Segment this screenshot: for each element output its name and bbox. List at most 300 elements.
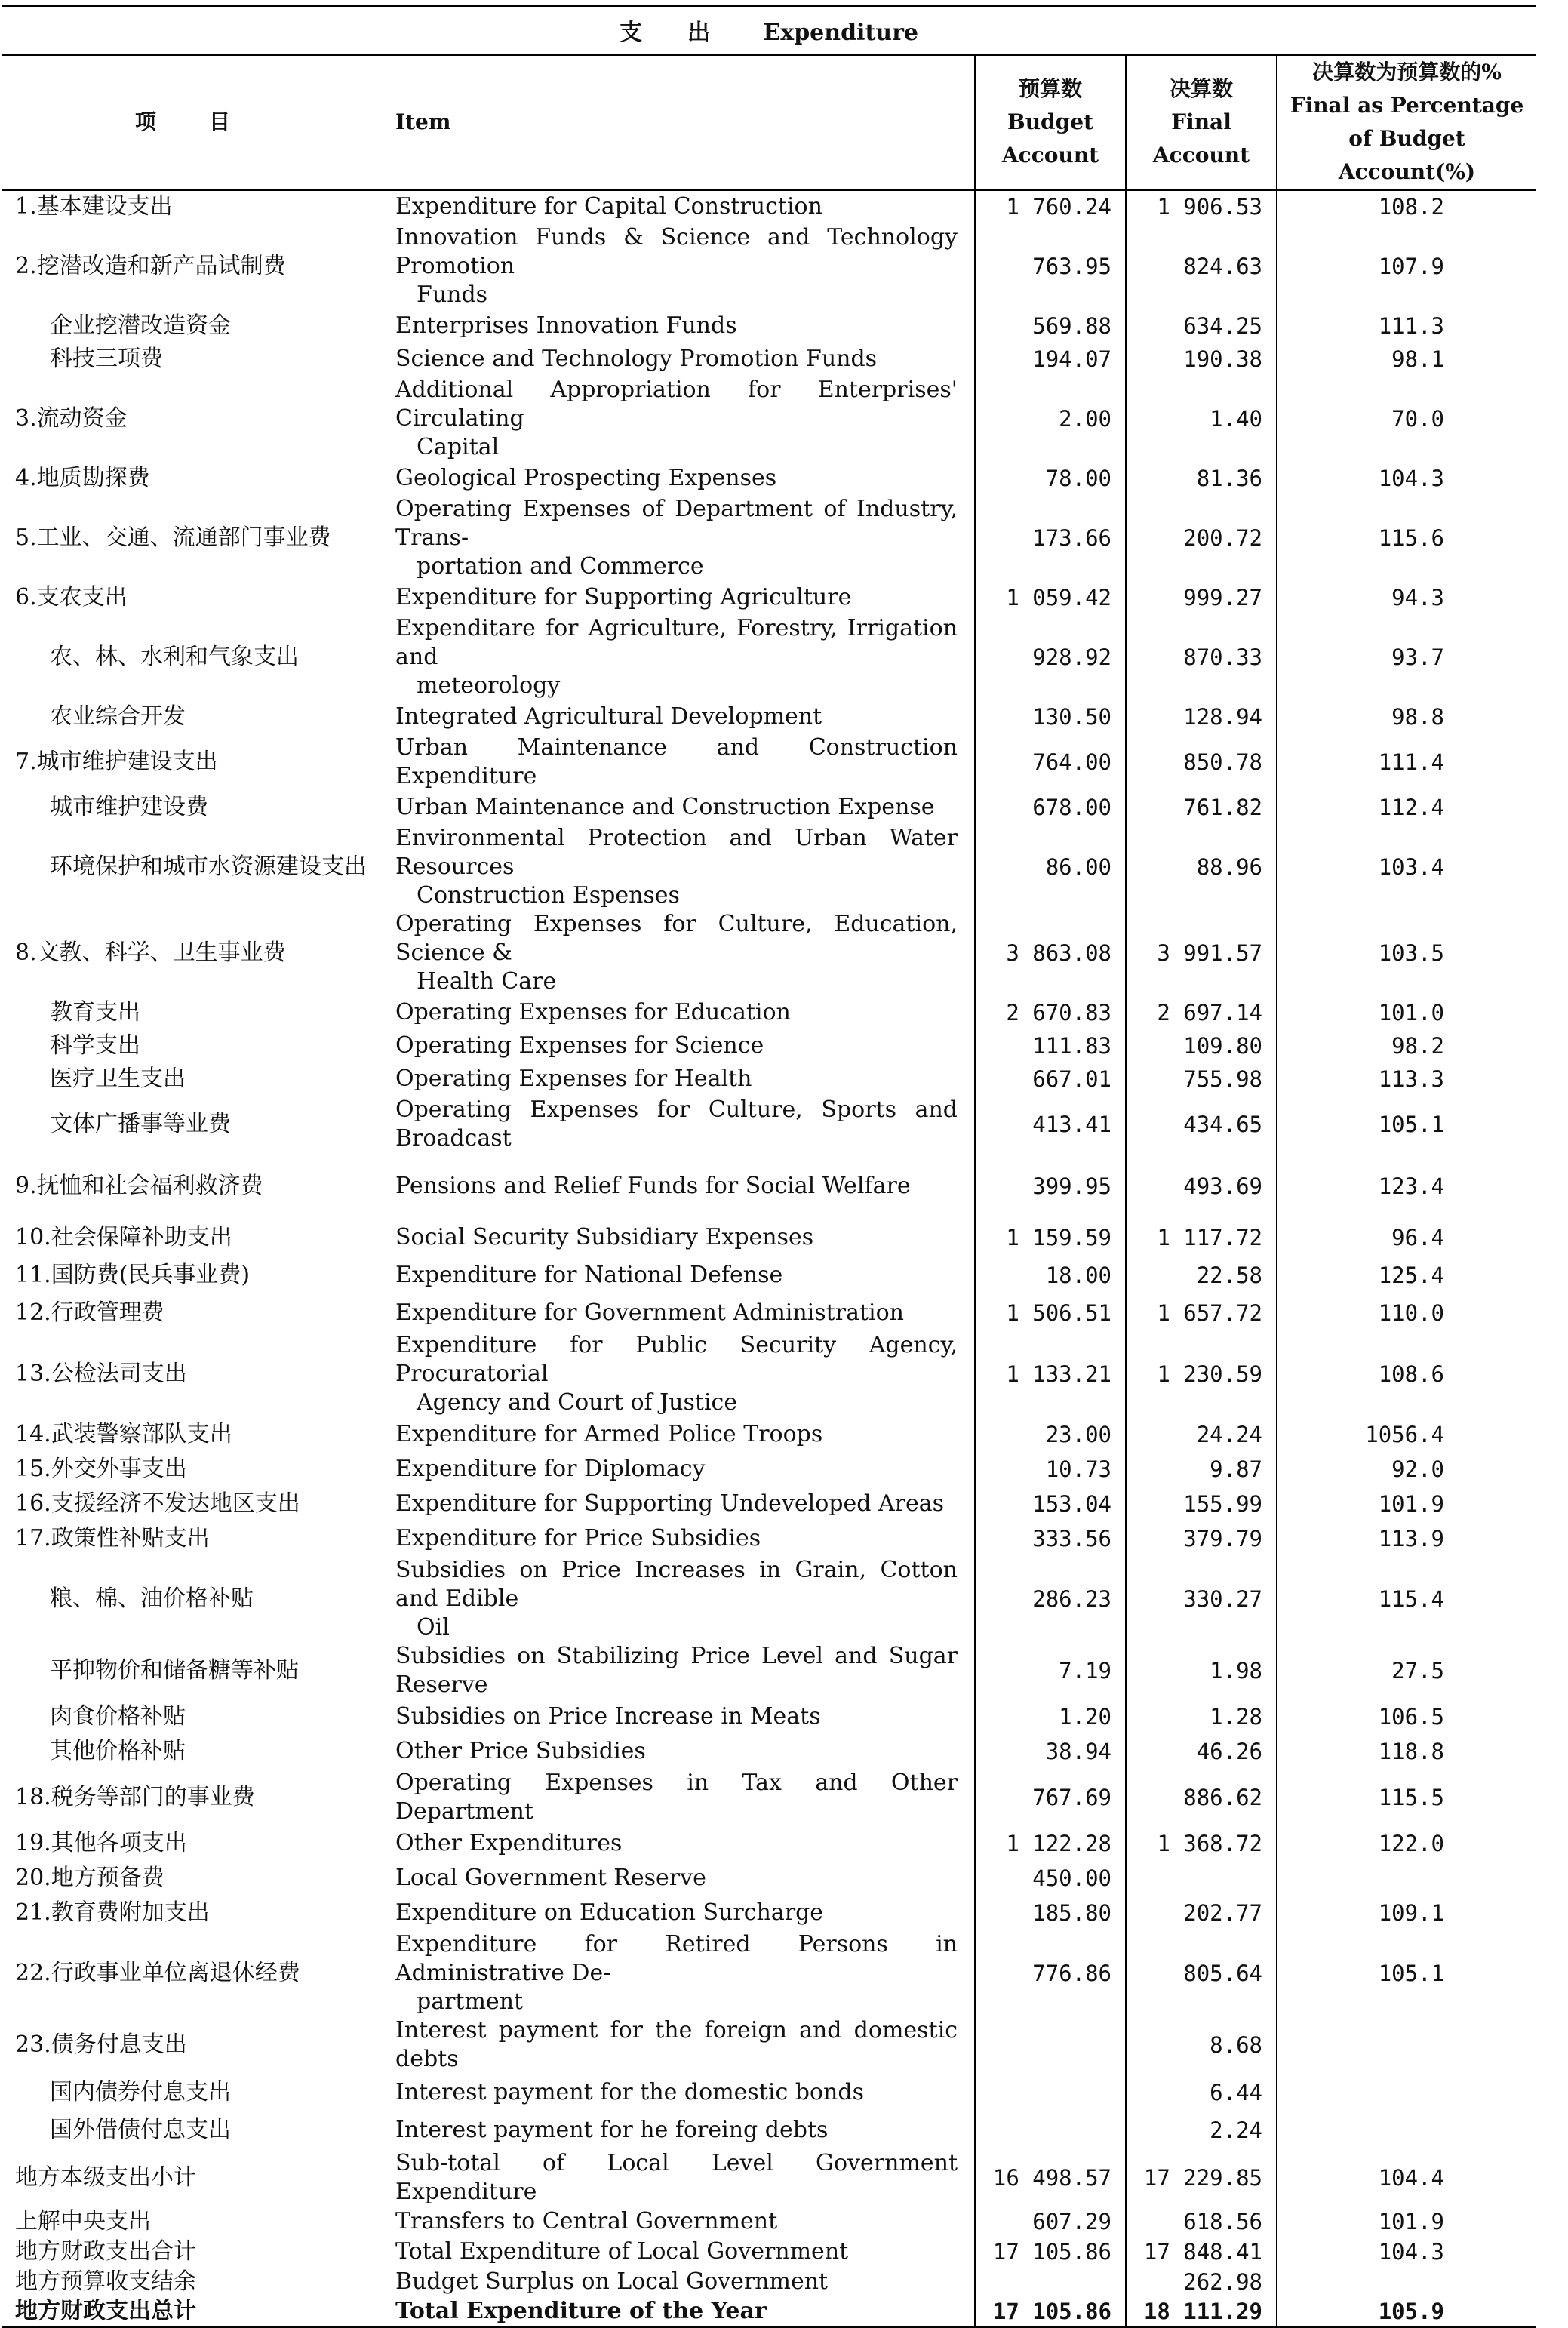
item-en-line: Urban Maintenance and Construction Expenditure: [395, 733, 958, 789]
budget-cell: [975, 2074, 1126, 2111]
item-en-cell: [386, 1256, 975, 1295]
item-cn-cell: 上解中央支出: [15, 2207, 151, 2234]
item-cn-cell: 医疗卫生支出: [50, 1065, 186, 1092]
percent-cell: 108.6: [1277, 1331, 1536, 1417]
item-en-cell: [386, 2111, 975, 2149]
table-row: [2, 1331, 1536, 1417]
final-cell: 850.78: [1126, 733, 1277, 791]
item-en-cell: [386, 1029, 975, 1063]
percent-cell: 111.3: [1277, 309, 1536, 343]
item-cn-cell: 10.社会保障补助支出: [15, 1223, 232, 1250]
header-percent-line-2: Final as Percentage: [1290, 93, 1524, 118]
percent-cell: 104.3: [1277, 462, 1536, 495]
item-en-cell: [386, 910, 975, 996]
table-row: [2, 1219, 1536, 1256]
percent-cell: [1277, 1861, 1536, 1896]
item-en-line: Operating Expenses for Culture, Education, Science &: [395, 910, 958, 966]
item-en-cell: [386, 1521, 975, 1556]
header-budget: [975, 55, 1126, 190]
budget-cell: [975, 2111, 1126, 2149]
percent-cell: 101.0: [1277, 996, 1536, 1029]
percent-cell: 70.0: [1277, 376, 1536, 462]
percent-cell: 94.3: [1277, 581, 1536, 614]
percent-cell: 125.4: [1277, 1256, 1536, 1295]
title-en: Expenditure: [763, 20, 918, 46]
percent-cell: 110.0: [1277, 1295, 1536, 1331]
item-cn-cell: 1.基本建设支出: [15, 193, 173, 220]
final-cell: 1 906.53: [1126, 190, 1277, 223]
percent-cell: 108.2: [1277, 190, 1536, 223]
final-cell: 1 368.72: [1126, 1826, 1277, 1861]
final-cell: 1 117.72: [1126, 1219, 1277, 1256]
final-cell: 17 229.85: [1126, 2149, 1277, 2207]
item-en-cell: [386, 1930, 975, 2016]
final-cell: 999.27: [1126, 581, 1277, 614]
table-row: [2, 2237, 1536, 2267]
item-en-line: Expenditure for Retired Persons in Administrative De-: [395, 1930, 958, 1986]
budget-cell: 1.20: [975, 1699, 1126, 1734]
item-en-line: Integrated Agricultural Development: [395, 703, 822, 730]
percent-cell: 112.4: [1277, 791, 1536, 824]
table-row: [2, 1256, 1536, 1295]
item-cn-cell: 平抑物价和储备糖等补贴: [50, 1656, 299, 1684]
budget-cell: 38.94: [975, 1734, 1126, 1769]
item-cn-cell: 18.税务等部门的事业费: [15, 1783, 255, 1810]
item-en-line: Other Expenditures: [395, 1829, 623, 1856]
percent-cell: 107.9: [1277, 223, 1536, 309]
item-en-line: Expenditure on Education Surcharge: [395, 1899, 824, 1926]
item-cn-cell: 2.挖潜改造和新产品试制费: [15, 252, 286, 279]
budget-cell: 1 760.24: [975, 190, 1126, 223]
item-en-line: Capital: [417, 433, 500, 460]
table-row: [2, 700, 1536, 733]
budget-cell: [975, 2267, 1126, 2297]
table-row: [2, 2016, 1536, 2074]
final-cell: 1 230.59: [1126, 1331, 1277, 1417]
item-cn-cell: 教育支出: [50, 998, 140, 1026]
final-cell: 190.38: [1126, 343, 1277, 376]
percent-cell: 98.1: [1277, 343, 1536, 376]
item-cn-cell: 环境保护和城市水资源建设支出: [50, 853, 367, 880]
item-en-cell: [386, 1896, 975, 1930]
item-en-line: Other Price Subsidies: [395, 1737, 646, 1764]
item-en-cell: [386, 1096, 975, 1153]
budget-cell: 86.00: [975, 824, 1126, 910]
table-row: [2, 1642, 1536, 1699]
budget-cell: 130.50: [975, 700, 1126, 733]
item-en-cell: [386, 309, 975, 343]
table-row: [2, 581, 1536, 614]
table-body: [2, 190, 1536, 2327]
header-final-line-2: Final: [1171, 109, 1231, 134]
percent-cell: 113.9: [1277, 1521, 1536, 1556]
table-row: [2, 1029, 1536, 1063]
percent-cell: 115.6: [1277, 495, 1536, 581]
item-en-line: Operating Expenses of Department of Industry, Trans-: [395, 495, 958, 551]
item-en-line: Agency and Court of Justice: [417, 1388, 738, 1416]
budget-cell: 111.83: [975, 1029, 1126, 1063]
final-cell: 81.36: [1126, 462, 1277, 495]
item-en-cell: [386, 614, 975, 700]
final-cell: 870.33: [1126, 614, 1277, 700]
item-cn-cell: 11.国防费(民兵事业费): [15, 1261, 251, 1288]
item-en-cell: [386, 2237, 975, 2267]
final-cell: 434.65: [1126, 1096, 1277, 1153]
item-en-line: Total Expenditure of the Year: [395, 2297, 767, 2324]
item-en-line: Expenditure for Diplomacy: [395, 1455, 706, 1482]
item-cn-cell: 科学支出: [50, 1032, 140, 1059]
item-cn-cell: 其他价格补贴: [50, 1737, 186, 1764]
final-cell: 8.68: [1126, 2016, 1277, 2074]
header-percent-line-1: 决算数为预算数的%: [1312, 60, 1502, 85]
budget-cell: 763.95: [975, 223, 1126, 309]
item-cn-cell: 4.地质勘探费: [15, 464, 150, 491]
item-cn-cell: 17.政策性补贴支出: [15, 1524, 210, 1551]
table-row: [2, 1295, 1536, 1331]
item-en-cell: [386, 1417, 975, 1452]
final-cell: 755.98: [1126, 1063, 1277, 1096]
item-en-line: Subsidies on Price Increase in Meats: [395, 1702, 821, 1730]
item-en-line: Operating Expenses for Science: [395, 1032, 764, 1059]
table-row: [2, 462, 1536, 495]
budget-cell: 18.00: [975, 1256, 1126, 1295]
budget-cell: 678.00: [975, 791, 1126, 824]
item-en-line: Interest payment for the foreign and domestic debts: [395, 2016, 958, 2072]
item-en-line: portation and Commerce: [417, 552, 704, 580]
item-en-cell: [386, 2149, 975, 2207]
item-en-line: Environmental Protection and Urban Water Resources: [395, 824, 958, 880]
budget-cell: 413.41: [975, 1096, 1126, 1153]
item-cn-cell: 3.流动资金: [15, 404, 128, 432]
final-cell: 1.98: [1126, 1642, 1277, 1699]
budget-cell: 569.88: [975, 309, 1126, 343]
final-cell: 634.25: [1126, 309, 1277, 343]
item-cn-cell: 16.支援经济不发达地区支出: [15, 1490, 300, 1517]
item-cn-cell: 12.行政管理费: [15, 1299, 164, 1326]
table-row: [2, 343, 1536, 376]
budget-cell: 185.80: [975, 1896, 1126, 1930]
table-row: [2, 1063, 1536, 1096]
table-row: [2, 824, 1536, 910]
item-en-cell: [386, 1153, 975, 1219]
budget-cell: 333.56: [975, 1521, 1126, 1556]
budget-cell: 450.00: [975, 1861, 1126, 1896]
item-cn-cell: 地方本级支出小计: [15, 2163, 196, 2191]
item-en-line: Sub-total of Local Level Government Expenditure: [395, 2149, 958, 2205]
table-row: [2, 2074, 1536, 2111]
percent-cell: 115.4: [1277, 1556, 1536, 1642]
item-en-line: Operating Expenses for Culture, Sports and Broadcast: [395, 1096, 958, 1152]
item-cn-cell: 国内债券付息支出: [50, 2078, 231, 2105]
percent-cell: 98.8: [1277, 700, 1536, 733]
budget-cell: 10.73: [975, 1452, 1126, 1487]
item-cn-cell: 8.文教、科学、卫生事业费: [15, 939, 286, 966]
item-en-line: Enterprises Innovation Funds: [395, 312, 737, 339]
item-en-cell: [386, 700, 975, 733]
table-row: [2, 1896, 1536, 1930]
table-title: [2, 6, 1536, 55]
item-cn-cell: 城市维护建设费: [50, 793, 208, 820]
item-en-line: Social Security Subsidiary Expenses: [395, 1223, 814, 1250]
percent-cell: 1056.4: [1277, 1417, 1536, 1452]
table-row: [2, 1769, 1536, 1826]
item-cn-cell: 地方财政支出总计: [2, 2297, 386, 2327]
item-en-cell: [386, 1734, 975, 1769]
budget-cell: 194.07: [975, 343, 1126, 376]
final-cell: 22.58: [1126, 1256, 1277, 1295]
percent-cell: [1277, 2267, 1536, 2297]
item-en-cell: [386, 223, 975, 309]
table-row: [2, 2267, 1536, 2297]
table-row: [2, 733, 1536, 791]
item-cn-cell: 7.城市维护建设支出: [15, 748, 218, 775]
percent-cell: 106.5: [1277, 1699, 1536, 1734]
budget-cell: 153.04: [975, 1487, 1126, 1521]
table-row: [2, 1734, 1536, 1769]
item-en-line: Expenditure for Capital Construction: [395, 193, 822, 220]
item-en-cell: [386, 2267, 975, 2297]
item-en-line: Additional Appropriation for Enterprises' Circulating: [395, 376, 958, 432]
budget-cell: 767.69: [975, 1769, 1126, 1826]
item-cn-cell: 19.其他各项支出: [15, 1829, 187, 1856]
budget-cell: 607.29: [975, 2207, 1126, 2237]
table-row: [2, 1487, 1536, 1521]
final-cell: 128.94: [1126, 700, 1277, 733]
budget-cell: 173.66: [975, 495, 1126, 581]
header-final-line-1: 决算数: [1169, 76, 1233, 101]
item-en-cell: [386, 1699, 975, 1734]
percent-cell: 105.1: [1277, 1930, 1536, 2016]
table-row: [2, 190, 1536, 223]
final-cell: 1.28: [1126, 1699, 1277, 1734]
item-en-line: Construction Espenses: [417, 881, 680, 909]
header-final: [1126, 55, 1277, 190]
budget-cell: 1 506.51: [975, 1295, 1126, 1331]
item-en-line: Expenditare for Agriculture, Forestry, Irrigation and: [395, 614, 958, 670]
item-en-line: Subsidies on Stabilizing Price Level and Sugar Reserve: [395, 1642, 958, 1698]
item-cn-cell: 粮、棉、油价格补贴: [50, 1585, 254, 1612]
budget-cell: 16 498.57: [975, 2149, 1126, 2207]
item-en-line: partment: [417, 1988, 524, 2015]
item-en-line: Funds: [417, 281, 488, 308]
item-en-cell: [386, 996, 975, 1029]
percent-cell: 118.8: [1277, 1734, 1536, 1769]
budget-cell: 2 670.83: [975, 996, 1126, 1029]
item-cn-cell: 肉食价格补贴: [50, 1702, 186, 1730]
item-en-cell: [386, 824, 975, 910]
final-cell: 262.98: [1126, 2267, 1277, 2297]
budget-cell: 1 122.28: [975, 1826, 1126, 1861]
budget-cell: 23.00: [975, 1417, 1126, 1452]
item-cn-cell: 企业挖潜改造资金: [50, 312, 231, 339]
final-cell: 330.27: [1126, 1556, 1277, 1642]
item-en-line: Pensions and Relief Funds for Social Welfare: [395, 1172, 911, 1199]
item-en-line: Health Care: [417, 967, 557, 995]
table-row: [2, 1861, 1536, 1896]
table-row: [2, 1521, 1536, 1556]
item-en-cell: [386, 2074, 975, 2111]
item-cn-cell: 14.武装警察部队支出: [15, 1420, 232, 1447]
item-en-cell: [386, 1219, 975, 1256]
item-en-cell: [386, 1642, 975, 1699]
item-en-line: Operating Expenses in Tax and Other Department: [395, 1769, 958, 1825]
table-row: [2, 1556, 1536, 1642]
table-row: [2, 223, 1536, 309]
budget-cell: 17 105.86: [975, 2297, 1126, 2327]
final-cell: 9.87: [1126, 1452, 1277, 1487]
percent-cell: 105.9: [1277, 2297, 1536, 2327]
percent-cell: 113.3: [1277, 1063, 1536, 1096]
item-cn-cell: 地方财政支出合计: [15, 2237, 196, 2265]
item-cn-cell: 5.工业、交通、流通部门事业费: [15, 524, 331, 551]
table-row: [2, 495, 1536, 581]
budget-cell: 928.92: [975, 614, 1126, 700]
final-cell: 6.44: [1126, 2074, 1277, 2111]
budget-cell: 3 863.08: [975, 910, 1126, 996]
item-cn-cell: 20.地方预备费: [15, 1864, 164, 1891]
item-en-cell: [386, 1452, 975, 1487]
item-en-line: Operating Expenses for Health: [395, 1065, 752, 1092]
percent-cell: 123.4: [1277, 1153, 1536, 1219]
item-en-cell: [386, 462, 975, 495]
final-cell: 88.96: [1126, 824, 1277, 910]
percent-cell: 101.9: [1277, 1487, 1536, 1521]
item-cn-cell: 9.抚恤和社会福利救济费: [15, 1172, 263, 1199]
final-cell: 493.69: [1126, 1153, 1277, 1219]
item-en-line: Subsidies on Price Increases in Grain, Cotton and Edible: [395, 1556, 958, 1612]
item-en-cell: [386, 1556, 975, 1642]
item-cn-cell: 22.行政事业单位离退休经费: [15, 1959, 300, 1986]
item-cn-cell: 科技三项费: [50, 345, 163, 372]
table-row: [2, 1417, 1536, 1452]
final-cell: 155.99: [1126, 1487, 1277, 1521]
final-cell: 18 111.29: [1126, 2297, 1277, 2327]
percent-cell: 105.1: [1277, 1096, 1536, 1153]
item-en-cell: [386, 2207, 975, 2237]
item-en-cell: [386, 791, 975, 824]
final-cell: 3 991.57: [1126, 910, 1277, 996]
table-row: [2, 309, 1536, 343]
final-cell: 379.79: [1126, 1521, 1277, 1556]
item-en-cell: [386, 376, 975, 462]
percent-cell: 104.4: [1277, 2149, 1536, 2207]
item-en-line: Expenditure for Price Subsidies: [395, 1524, 761, 1551]
item-en-cell: [386, 495, 975, 581]
final-cell: 761.82: [1126, 791, 1277, 824]
item-en-line: Urban Maintenance and Construction Expense: [395, 793, 935, 820]
table-row: [2, 376, 1536, 462]
table-row: [2, 996, 1536, 1029]
table-row: [2, 2111, 1536, 2149]
budget-cell: 776.86: [975, 1930, 1126, 2016]
table-row: [2, 1153, 1536, 1219]
item-en-line: Interest payment for he foreing debts: [395, 2116, 829, 2143]
header-final-line-3: Account: [1152, 143, 1250, 168]
item-en-line: Expenditure for Supporting Undeveloped Areas: [395, 1490, 945, 1517]
percent-cell: 92.0: [1277, 1452, 1536, 1487]
budget-cell: 764.00: [975, 733, 1126, 791]
column-header-row: [2, 55, 1536, 190]
final-cell: 17 848.41: [1126, 2237, 1277, 2267]
final-cell: 824.63: [1126, 223, 1277, 309]
item-cn-cell: 国外借债付息支出: [50, 2116, 231, 2143]
budget-cell: 667.01: [975, 1063, 1126, 1096]
budget-cell: 1 159.59: [975, 1219, 1126, 1256]
item-en-line: Science and Technology Promotion Funds: [395, 345, 878, 372]
final-cell: 886.62: [1126, 1769, 1277, 1826]
budget-cell: 17 105.86: [975, 2237, 1126, 2267]
item-en-cell: [386, 1331, 975, 1417]
header-percent-line-3: of Budget Account(%): [1338, 126, 1476, 184]
item-en-line: Total Expenditure of Local Government: [395, 2237, 849, 2265]
final-cell: 1.40: [1126, 376, 1277, 462]
item-en-line: Expenditure for National Defense: [395, 1261, 783, 1288]
item-en-line: Interest payment for the domestic bonds: [395, 2078, 864, 2105]
budget-cell: 2.00: [975, 376, 1126, 462]
item-cn-cell: 21.教育费附加支出: [15, 1899, 210, 1926]
item-en-cell: [386, 1295, 975, 1331]
percent-cell: 111.4: [1277, 733, 1536, 791]
item-cn-cell: 农、林、水利和气象支出: [50, 643, 299, 670]
table-row: [2, 2207, 1536, 2237]
budget-cell: 399.95: [975, 1153, 1126, 1219]
percent-cell: [1277, 2016, 1536, 2074]
table-row: [2, 910, 1536, 996]
item-en-line: Oil: [417, 1613, 450, 1641]
item-en-line: Innovation Funds & Science and Technology Promotion: [395, 223, 958, 279]
title-cn: 支出: [619, 20, 755, 46]
item-en-cell: [386, 343, 975, 376]
item-cn-cell: 农业综合开发: [50, 703, 186, 730]
item-en-line: Local Government Reserve: [395, 1864, 706, 1891]
item-en-cell: [386, 1769, 975, 1826]
table-row: [2, 614, 1536, 700]
item-en-cell: [386, 581, 975, 614]
item-cn-cell: 文体广播事等业费: [50, 1110, 231, 1137]
final-cell: 805.64: [1126, 1930, 1277, 2016]
percent-cell: 122.0: [1277, 1826, 1536, 1861]
budget-cell: 1 059.42: [975, 581, 1126, 614]
final-cell: 46.26: [1126, 1734, 1277, 1769]
percent-cell: [1277, 2074, 1536, 2111]
item-en-line: Geological Prospecting Expenses: [395, 464, 777, 491]
final-cell: 109.80: [1126, 1029, 1277, 1063]
budget-cell: 78.00: [975, 462, 1126, 495]
final-cell: 24.24: [1126, 1417, 1277, 1452]
final-cell: 2.24: [1126, 2111, 1277, 2149]
percent-cell: 27.5: [1277, 1642, 1536, 1699]
header-budget-line-3: Account: [1001, 143, 1099, 168]
table-row: [2, 2297, 1536, 2327]
item-en-cell: [386, 1826, 975, 1861]
item-en-cell: [386, 1063, 975, 1096]
table-row: [2, 791, 1536, 824]
percent-cell: 109.1: [1277, 1896, 1536, 1930]
percent-cell: 96.4: [1277, 1219, 1536, 1256]
item-en-cell: [386, 190, 975, 223]
header-percent: [1277, 55, 1536, 190]
percent-cell: 93.7: [1277, 614, 1536, 700]
percent-cell: 104.3: [1277, 2237, 1536, 2267]
item-en-cell: [386, 1861, 975, 1896]
budget-cell: 286.23: [975, 1556, 1126, 1642]
item-en-cell: [386, 733, 975, 791]
header-item-cn: 项目: [2, 55, 386, 190]
header-budget-line-2: Budget: [1007, 109, 1093, 134]
percent-cell: [1277, 2111, 1536, 2149]
item-en-line: Expenditure for Armed Police Troops: [395, 1420, 823, 1447]
budget-cell: 7.19: [975, 1642, 1126, 1699]
